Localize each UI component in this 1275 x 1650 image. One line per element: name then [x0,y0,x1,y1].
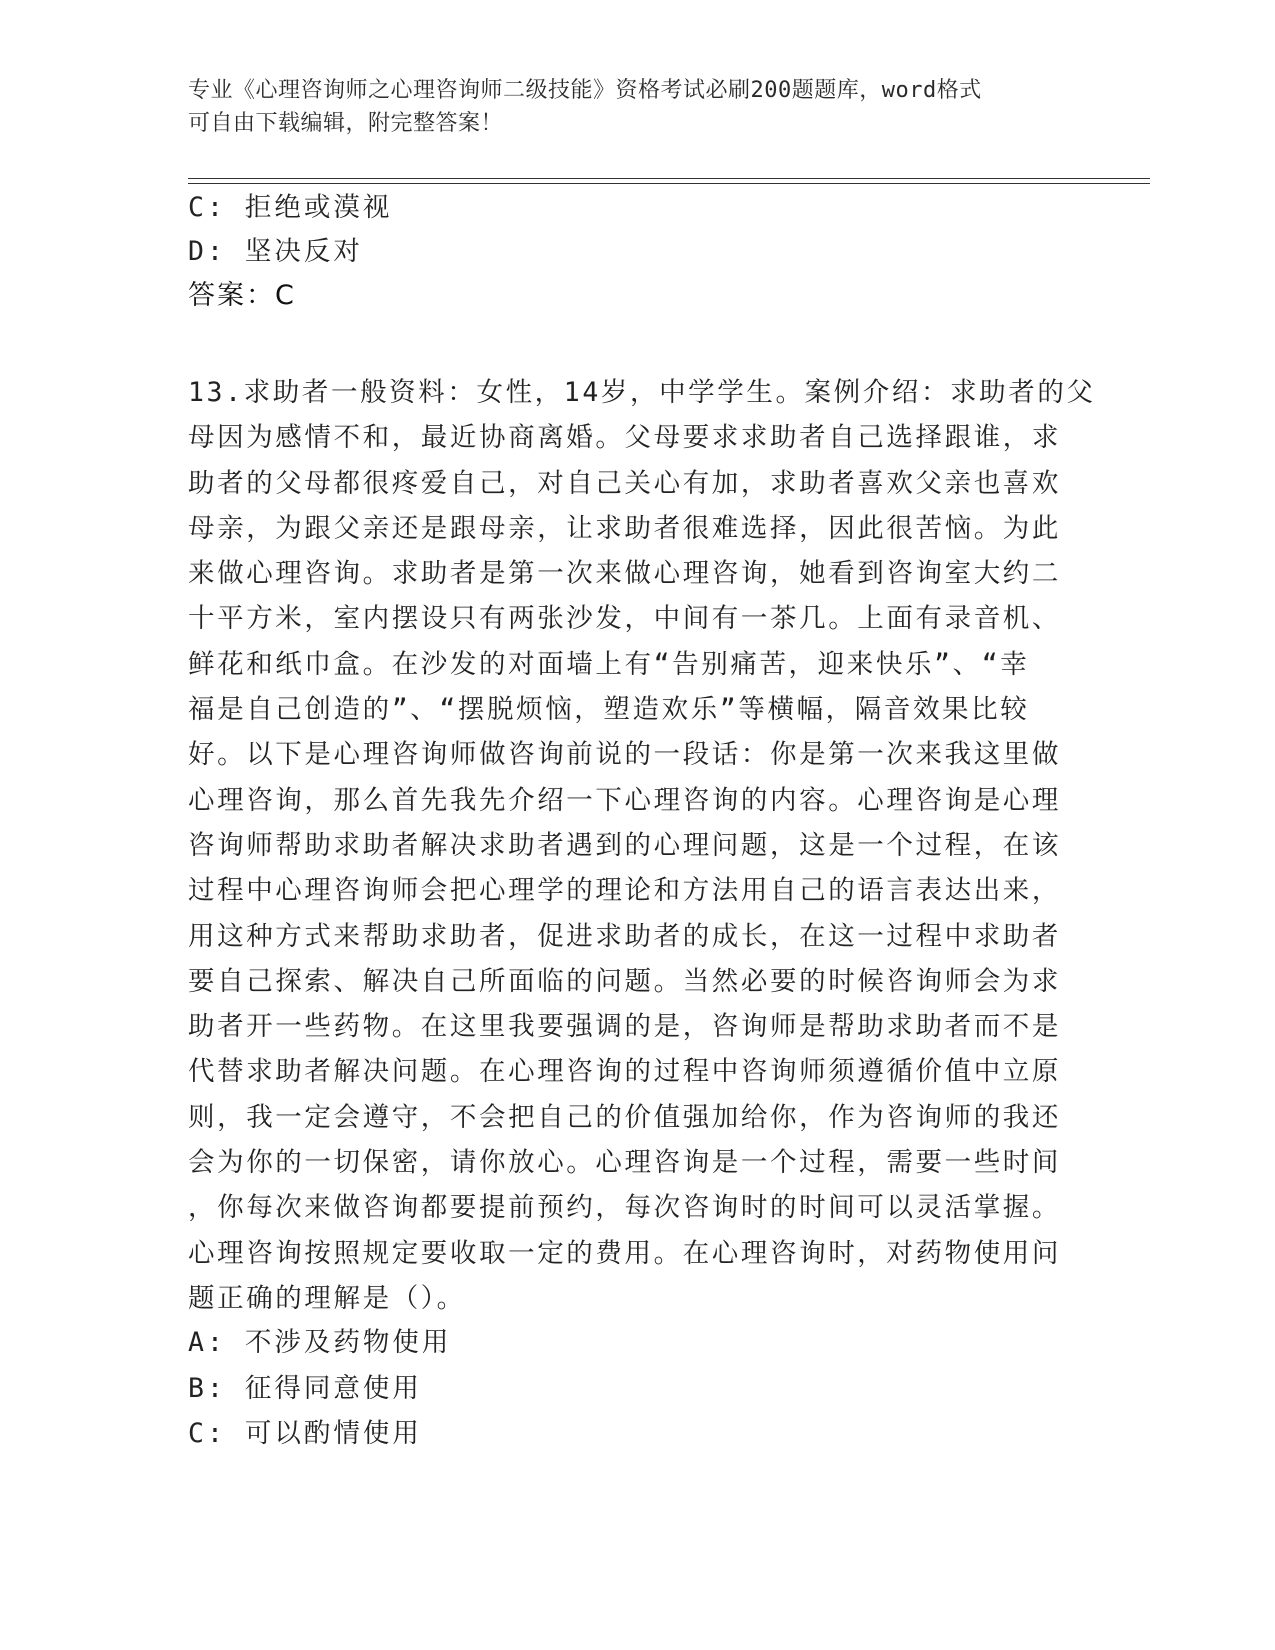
question-line: ，你每次来做咨询都要提前预约，每次咨询时的时间可以灵活掌握。 [188,1192,1061,1224]
question-line: 过程中心理咨询师会把心理学的理论和方法用自己的语言表达出来， [188,875,1061,907]
question-13-options [188,1320,451,1457]
question-line: 十平方米，室内摆设只有两张沙发，中间有一茶几。上面有录音机、 [188,603,1061,635]
option-b: B: 征得同意使用 [188,1372,422,1404]
prev-answer: 答案：C [188,280,296,311]
question-line: 助者的父母都很疼爱自己，对自己关心有加，求助者喜欢父亲也喜欢 [188,467,1061,499]
header-line-1: 专业《心理咨询师之心理咨询师二级技能》资格考试必刷200题题库，word格式 [188,78,982,103]
question-line: 13.求助者一般资料：女性，14岁，中学学生。案例介绍：求助者的父 [188,377,1096,408]
question-13-body [188,370,1096,1321]
question-line: 来做心理咨询。求助者是第一次来做心理咨询，她看到咨询室大约二 [188,558,1061,590]
question-line: 用这种方式来帮助求助者，促进求助者的成长，在这一过程中求助者 [188,920,1061,952]
prev-option-c: C: 拒绝或漠视 [188,192,393,223]
question-line: 会为你的一切保密，请你放心。心理咨询是一个过程，需要一些时间 [188,1147,1061,1179]
question-line: 题正确的理解是（）。 [188,1282,466,1314]
question-line: 咨询师帮助求助者解决求助者遇到的心理问题，这是一个过程，在该 [188,829,1061,861]
question-line: 助者开一些药物。在这里我要强调的是，咨询师是帮助求助者而不是 [188,1011,1061,1043]
question-line: 心理咨询，那么首先我先介绍一下心理咨询的内容。心理咨询是心理 [188,784,1061,816]
question-line: 则，我一定会遵守，不会把自己的价值强加给你，作为咨询师的我还 [188,1101,1061,1133]
option-c: C: 可以酌情使用 [188,1418,422,1449]
question-line: 代替求助者解决问题。在心理咨询的过程中咨询师须遵循价值中立原 [188,1056,1061,1088]
question-line: 要自己探索、解决自己所面临的问题。当然必要的时候咨询师会为求 [188,965,1061,997]
question-line: 鲜花和纸巾盒。在沙发的对面墙上有“告别痛苦，迎来快乐”、“幸 [188,648,1030,680]
header-divider-top [188,178,1150,179]
question-line: 心理咨询按照规定要收取一定的费用。在心理咨询时，对药物使用问 [188,1237,1061,1269]
prev-option-d: D: 坚决反对 [188,236,363,267]
header-line-2: 可自由下载编辑，附完整答案！ [188,111,504,136]
question-line: 好。以下是心理咨询师做咨询前说的一段话：你是第一次来我这里做 [188,739,1061,771]
header-divider-bottom [188,183,1150,184]
question-line: 福是自己创造的”、“摆脱烦恼，塑造欢乐”等横幅，隔音效果比较 [188,694,1030,726]
question-line: 母亲，为跟父亲还是跟母亲，让求助者很难选择，因此很苦恼。为此 [188,512,1061,544]
option-a: A: 不涉及药物使用 [188,1327,452,1358]
document-header [188,74,1068,140]
question-line: 母因为感情不和，最近协商离婚。父母要求求助者自己选择跟谁，求 [188,422,1061,454]
